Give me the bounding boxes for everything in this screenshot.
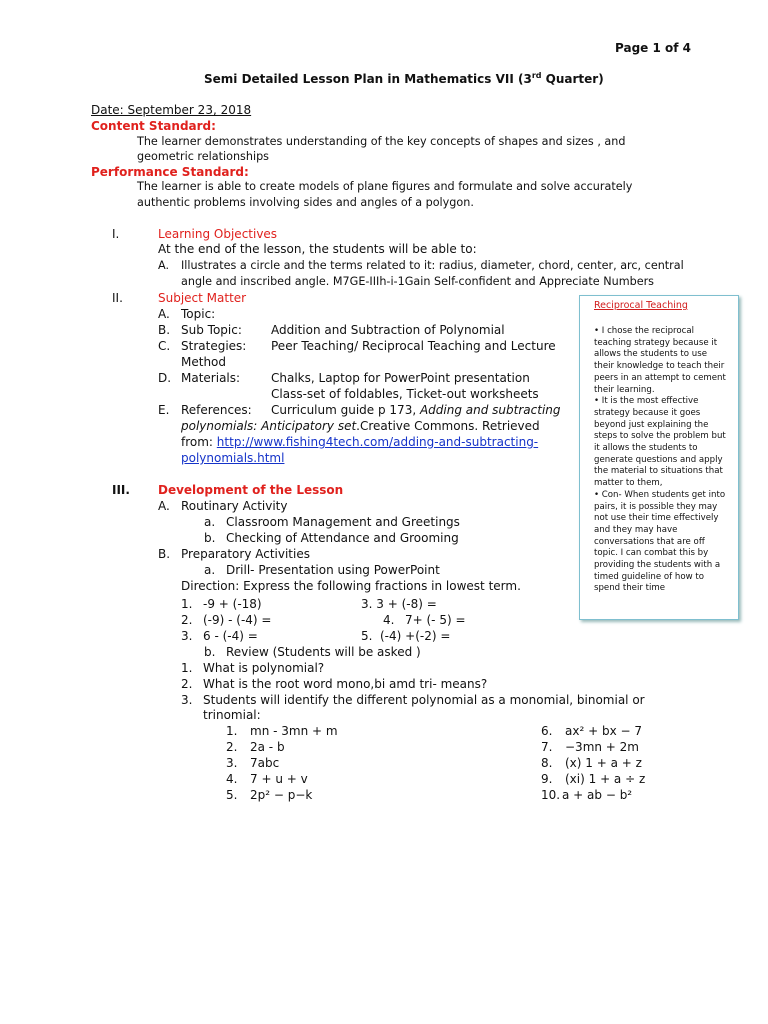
routinary-b-text: Checking of Attendance and Grooming [226, 531, 459, 545]
development-a-label: A. [158, 499, 170, 513]
poly-item: ax² + bx − 7 [565, 724, 642, 738]
objective-a-label: A. [158, 259, 170, 272]
callout-paragraph: • Con- When students get into pairs, it is possible they may not use their time effectively and they may have conversations that are off topic. I can combat this by providing the students with a timed guideline of how to spend their time [594, 489, 726, 594]
question-number: 3. [181, 693, 193, 707]
question-number: 2. [181, 677, 193, 691]
drill-item: (-9) - (-4) = [203, 613, 272, 627]
subject-e-label: E. [158, 403, 170, 417]
review-text: Review (Students will be asked ) [226, 645, 421, 659]
poly-number: 7. [541, 740, 553, 754]
drill-number: 1. [181, 597, 193, 611]
question-text-cont: trinomial: [203, 708, 261, 722]
routinary-a-text: Classroom Management and Greetings [226, 515, 460, 529]
drill-number: 2. [181, 613, 193, 627]
preparatory-a-text: Drill- Presentation using PowerPoint [226, 563, 440, 577]
drill-item: 6 - (-4) = [203, 629, 258, 643]
section-number-i: I. [112, 227, 120, 241]
references-key: References: [181, 403, 252, 417]
subtopic-value: Addition and Subtraction of Polynomial [271, 323, 505, 337]
reciprocal-teaching-callout [579, 295, 739, 620]
poly-item: 2p² − p−k [250, 788, 313, 802]
section-number-ii: II. [112, 291, 123, 305]
poly-item: a + ab − b² [562, 788, 633, 802]
materials-value-1: Chalks, Laptop for PowerPoint presentation [271, 371, 530, 385]
callout-paragraph: • It is the most effective strategy because it goes beyond just explaining the steps to solve the problem but it allows the students to generate questions and apply the material to situations that matter to them, [594, 396, 726, 489]
question-text: What is polynomial? [203, 661, 325, 675]
subject-d-label: D. [158, 371, 172, 385]
drill-number: 3. [181, 629, 193, 643]
content-standard-line2: geometric relationships [137, 150, 269, 163]
routinary-a-label: a. [204, 515, 216, 529]
performance-standard-label: Performance Standard: [91, 165, 249, 179]
subtopic-key: Sub Topic: [181, 323, 242, 337]
objectives-intro: At the end of the lesson, the students will be able to: [158, 242, 477, 256]
drill-direction: Direction: Express the following fractions in lowest term. [181, 579, 521, 593]
objective-a-line2: angle and inscribed angle. M7GE-IIIh-i-1Gain Self-confident and Appreciate Numbers [181, 275, 655, 288]
drill-item: -9 + (-18) [203, 597, 262, 611]
poly-item: −3mn + 2m [565, 740, 639, 754]
drill-item: 3. 3 + (-8) = [361, 597, 437, 611]
question-number: 1. [181, 661, 193, 675]
poly-number: 3. [226, 756, 238, 770]
document-title: Semi Detailed Lesson Plan in Mathematics VII (3rd Quarter) [204, 71, 604, 86]
poly-item: (xi) 1 + a ÷ z [565, 772, 646, 786]
routinary-b-label: b. [204, 531, 216, 545]
poly-number: 4. [226, 772, 238, 786]
poly-number: 6. [541, 724, 553, 738]
poly-number: 8. [541, 756, 553, 770]
drill-number: 4. [383, 613, 395, 627]
objectives-heading: Learning Objectives [158, 227, 278, 241]
subject-topic: Topic: [181, 307, 216, 321]
poly-item: 2a - b [250, 740, 285, 754]
strategies-key: Strategies: [181, 339, 247, 353]
strategies-value-cont: Method [181, 355, 227, 369]
callout-title: Reciprocal Teaching [594, 300, 688, 311]
preparatory-activities: Preparatory Activities [181, 547, 310, 561]
subject-a-label: A. [158, 307, 170, 321]
references-line3: from: http://www.fishing4tech.com/adding-and-subtracting- [181, 435, 539, 449]
question-text: Students will identify the different polynomial as a monomial, binomial or [203, 693, 645, 707]
materials-key: Materials: [181, 371, 241, 385]
strategies-value: Peer Teaching/ Reciprocal Teaching and Lecture [271, 339, 556, 353]
callout-paragraph: • I chose the reciprocal teaching strategy because it allows the students to use their knowledge to teach their peers in an attempt to cement their learning. [594, 326, 726, 395]
reference-link-cont[interactable]: polynomials.html [181, 451, 285, 465]
content-standard-line1: The learner demonstrates understanding of the key concepts of shapes and sizes , and [137, 135, 626, 148]
drill-item: 7+ (- 5) = [405, 613, 466, 627]
development-b-label: B. [158, 547, 171, 561]
poly-number: 2. [226, 740, 238, 754]
poly-item: 7abc [250, 756, 280, 770]
lesson-date: Date: September 23, 2018 [91, 103, 252, 117]
poly-item: (x) 1 + a + z [565, 756, 642, 770]
callout-body [594, 326, 726, 595]
question-text: What is the root word mono,bi amd tri- means? [203, 677, 488, 691]
subject-b-label: B. [158, 323, 171, 337]
references-value: Curriculum guide p 173, Adding and subtracting [271, 403, 561, 417]
development-heading: Development of the Lesson [158, 483, 344, 497]
poly-item: mn - 3mn + m [250, 724, 338, 738]
performance-standard-line2: authentic problems involving sides and angles of a polygon. [137, 196, 474, 209]
references-line2: polynomials: Anticipatory set.Creative Commons. Retrieved [181, 419, 540, 433]
preparatory-a-label: a. [204, 563, 216, 577]
drill-item: (-4) +(-2) = [380, 629, 451, 643]
poly-number: 9. [541, 772, 553, 786]
subject-c-label: C. [158, 339, 171, 353]
page-number: Page 1 of 4 [615, 41, 691, 55]
materials-value-2: Class-set of foldables, Ticket-out worksheets [271, 387, 539, 401]
subject-heading: Subject Matter [158, 291, 247, 305]
routinary-activity: Routinary Activity [181, 499, 288, 513]
poly-item: 7 + u + v [250, 772, 308, 786]
poly-number: 1. [226, 724, 238, 738]
content-standard-label: Content Standard: [91, 119, 216, 133]
review-label: b. [204, 645, 216, 659]
objective-a-line1: Illustrates a circle and the terms related to it: radius, diameter, chord, center, arc, central [181, 259, 684, 272]
poly-number: 5. [226, 788, 238, 802]
drill-number: 5. [361, 629, 373, 643]
reference-link[interactable]: http://www.fishing4tech.com/adding-and-subtracting- [216, 435, 539, 449]
section-number-iii: III. [112, 483, 130, 497]
poly-number: 10. [541, 788, 561, 802]
performance-standard-line1: The learner is able to create models of plane figures and formulate and solve accurately [137, 180, 633, 193]
